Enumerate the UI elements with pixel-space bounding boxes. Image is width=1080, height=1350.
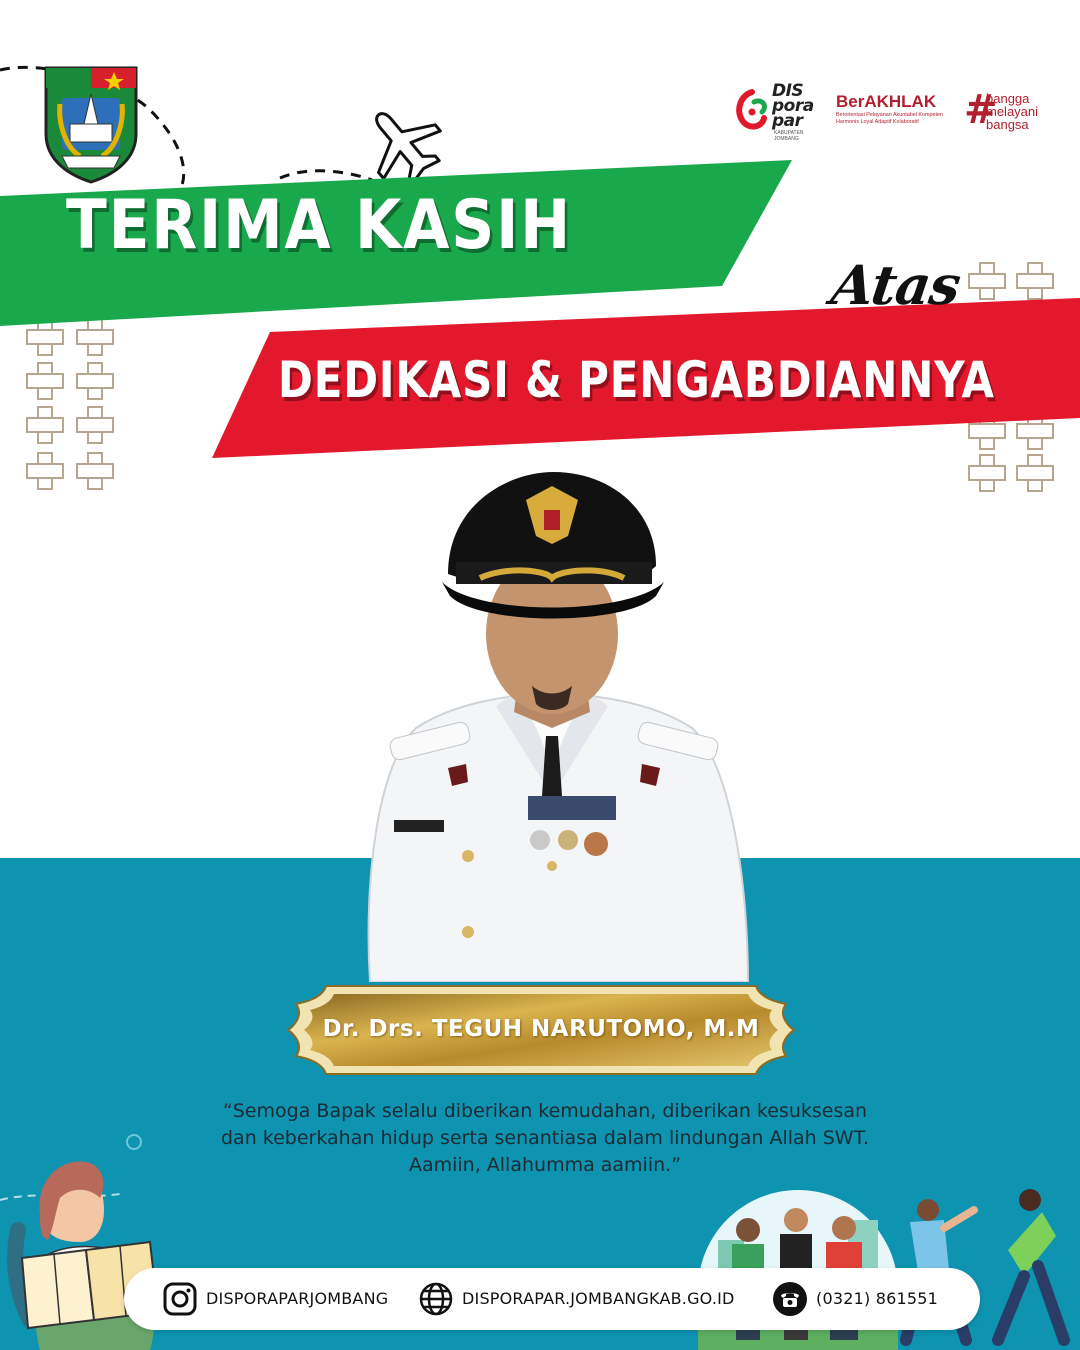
quote-block [160,1098,930,1179]
contact-bar [124,1268,980,1330]
bangga-line-1: bangga [986,91,1030,106]
berakhlak-subtitle-2: Harmonis Loyal Adaptif Kolaboratif [836,119,919,125]
person-name: Dr. Drs. TEGUH NARUTOMO, M.M [322,1016,760,1042]
official-portrait [356,466,752,982]
bangga-line-3: bangsa [986,117,1029,132]
dispora-line-3: par [772,111,803,131]
berakhlak-title: BerAKHLAK [836,92,937,111]
phone-icon [772,1281,808,1317]
instagram-handle: DISPORAPARJOMBANG [206,1289,389,1308]
berakhlak-subtitle-1: Berorientasi Pelayanan Akuntabel Kompeten [836,112,943,118]
contact-instagram[interactable] [162,1268,388,1330]
website-url: DISPORAPAR.JOMBANGKAB.GO.ID [462,1289,735,1308]
hashtag-icon: # [964,87,998,133]
contact-website[interactable] [418,1268,735,1330]
dispora-line-2: pora [772,96,814,116]
quote-line-2: dan keberkahan hidup serta senantiasa dalam lindungan Allah SWT. [221,1127,869,1149]
instagram-icon [162,1281,198,1317]
title-terima-kasih: TERIMA KASIH [66,186,572,265]
globe-icon [418,1281,454,1317]
dispora-subtitle: KABUPATEN JOMBANG [774,130,804,142]
bangga-line-2: melayani [986,104,1039,119]
contact-phone[interactable] [772,1268,938,1330]
dispora-line-1: DIS [772,81,804,101]
phone-number: (0321) 861551 [816,1289,938,1308]
quote-line-1: “Semoga Bapak selalu diberikan kemudahan, diberikan kesuksesan [222,1100,868,1122]
script-word-atas: Atas [827,253,964,317]
title-dedikasi: DEDIKASI & PENGABDIANNYA [278,351,995,409]
quote-line-3: Aamiin, Allahumma aamiin.” [408,1154,682,1176]
